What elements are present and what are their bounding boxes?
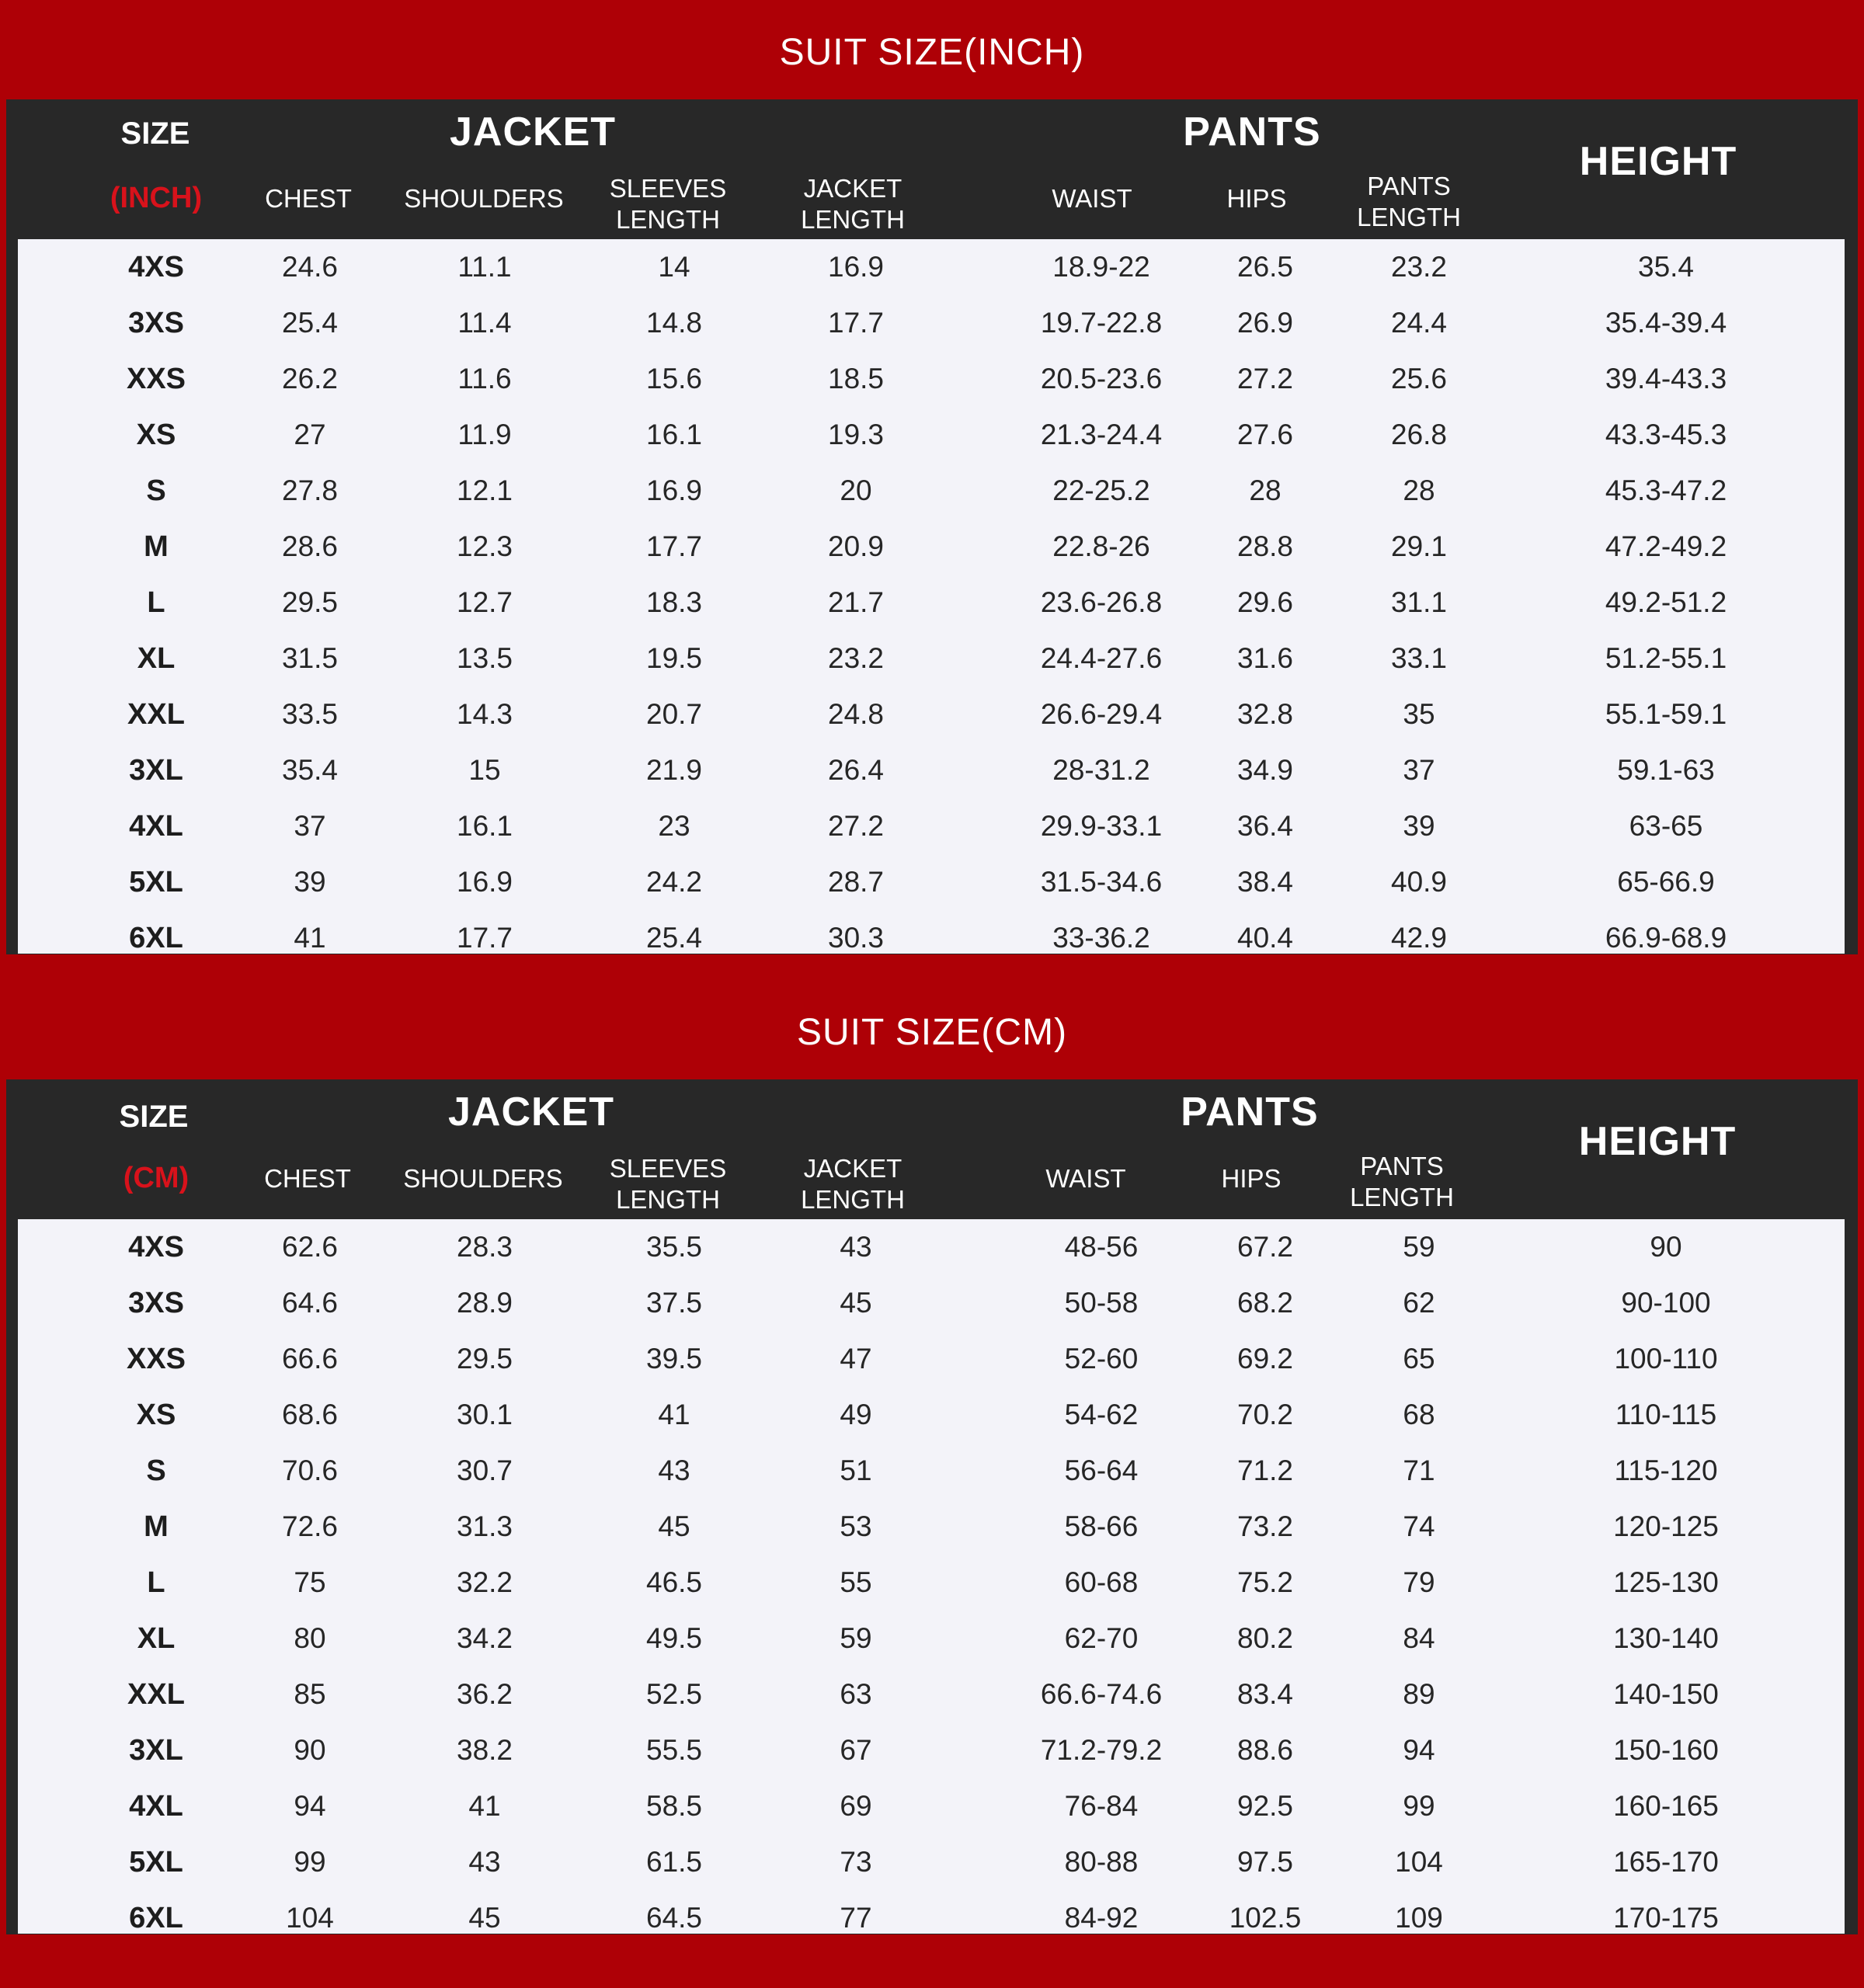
chest-cell: 70.6 xyxy=(281,1455,339,1486)
waist-cell: 62-70 xyxy=(1064,1622,1139,1654)
height-cell: 65-66.9 xyxy=(1617,866,1715,898)
waist-cell: 58-66 xyxy=(1064,1510,1139,1542)
pants-length-cell: 84 xyxy=(1403,1622,1435,1654)
waist-cell: 66.6-74.6 xyxy=(1040,1678,1163,1710)
size-cell: XL xyxy=(137,1622,176,1655)
pants-length-cell: 29.1 xyxy=(1390,530,1448,562)
hips-cell: 34.9 xyxy=(1236,754,1294,786)
waist-cell: 23.6-26.8 xyxy=(1040,586,1163,618)
chest-cell: 94 xyxy=(294,1790,326,1822)
shoulders-cell: 13.5 xyxy=(456,642,513,674)
pants-length-cell: 31.1 xyxy=(1390,586,1448,618)
waist-cell: 60-68 xyxy=(1064,1566,1139,1598)
size-table-cm xyxy=(6,1079,1858,1934)
waist-cell: 54-62 xyxy=(1064,1399,1139,1430)
pants-length-cell: 28 xyxy=(1403,474,1435,506)
jacket-length-cell: 23.2 xyxy=(827,642,885,674)
sleeves-length-header: SLEEVES LENGTH xyxy=(609,1154,727,1214)
hips-cell: 67.2 xyxy=(1236,1231,1294,1263)
size-header: SIZE xyxy=(119,1100,189,1134)
height-cell: 59.1-63 xyxy=(1617,754,1715,786)
table-row xyxy=(18,1555,1845,1611)
jacket-length-cell: 77 xyxy=(840,1902,872,1934)
unit-header: (INCH) xyxy=(110,182,203,214)
hips-cell: 28.8 xyxy=(1236,530,1294,562)
height-cell: 43.3-45.3 xyxy=(1605,419,1727,450)
shoulders-cell: 12.7 xyxy=(456,586,513,618)
size-cell: 4XS xyxy=(128,1231,184,1263)
waist-cell: 28-31.2 xyxy=(1052,754,1150,786)
hips-cell: 70.2 xyxy=(1236,1399,1294,1430)
unit-header: (CM) xyxy=(123,1162,190,1194)
pants-length-cell: 68 xyxy=(1403,1399,1435,1430)
shoulders-cell: 32.2 xyxy=(456,1566,513,1598)
chest-cell: 75 xyxy=(294,1566,326,1598)
sleeves-length-cell: 61.5 xyxy=(645,1846,703,1878)
shoulders-cell: 31.3 xyxy=(456,1510,513,1542)
hips-header: HIPS xyxy=(1221,1164,1282,1193)
pants-length-cell: 23.2 xyxy=(1390,251,1448,283)
sleeves-length-cell: 14 xyxy=(658,251,690,283)
height-cell: 115-120 xyxy=(1614,1455,1718,1486)
pants-length-cell: 74 xyxy=(1403,1510,1435,1542)
sleeves-length-cell: 41 xyxy=(658,1399,690,1430)
size-cell: 3XL xyxy=(129,754,183,787)
chest-header: CHEST xyxy=(265,184,352,213)
table-row xyxy=(18,351,1845,407)
height-cell: 49.2-51.2 xyxy=(1605,586,1727,618)
shoulders-cell: 28.9 xyxy=(456,1287,513,1319)
jacket-length-cell: 27.2 xyxy=(827,810,885,842)
size-cell: XS xyxy=(136,1399,176,1431)
size-cell: XXL xyxy=(127,698,185,731)
height-cell: 100-110 xyxy=(1614,1343,1718,1375)
table-row xyxy=(18,686,1845,742)
shoulders-cell: 16.9 xyxy=(456,866,513,898)
hips-cell: 71.2 xyxy=(1236,1455,1294,1486)
sleeves-length-header: SLEEVES LENGTH xyxy=(609,174,727,234)
sleeves-length-cell: 14.8 xyxy=(645,307,703,339)
chest-cell: 26.2 xyxy=(281,363,339,394)
pants-length-header: PANTS LENGTH xyxy=(1357,172,1461,231)
hips-cell: 75.2 xyxy=(1236,1566,1294,1598)
pants-length-cell: 79 xyxy=(1403,1566,1435,1598)
chest-cell: 99 xyxy=(294,1846,326,1878)
hips-cell: 88.6 xyxy=(1236,1734,1294,1766)
jacket-length-cell: 43 xyxy=(840,1231,872,1263)
hips-cell: 40.4 xyxy=(1236,922,1294,954)
jacket-length-cell: 20 xyxy=(840,474,872,506)
jacket-length-cell: 73 xyxy=(840,1846,872,1878)
chest-cell: 104 xyxy=(286,1902,334,1934)
hips-cell: 32.8 xyxy=(1236,698,1294,730)
hips-cell: 26.9 xyxy=(1236,307,1294,339)
pants-length-cell: 26.8 xyxy=(1390,419,1448,450)
chest-cell: 85 xyxy=(294,1678,326,1710)
waist-cell: 50-58 xyxy=(1064,1287,1139,1319)
shoulders-cell: 30.1 xyxy=(456,1399,513,1430)
chest-cell: 41 xyxy=(294,922,326,954)
height-cell: 110-115 xyxy=(1615,1399,1717,1430)
jacket-length-cell: 18.5 xyxy=(827,363,885,394)
shoulders-cell: 11.4 xyxy=(457,307,512,339)
shoulders-cell: 43 xyxy=(468,1846,501,1878)
table-body xyxy=(18,239,1845,954)
pants-length-cell: 109 xyxy=(1395,1902,1443,1934)
waist-cell: 22-25.2 xyxy=(1052,474,1150,506)
table-row xyxy=(18,295,1845,351)
pants-length-cell: 59 xyxy=(1403,1231,1435,1263)
waist-header: WAIST xyxy=(1045,1164,1126,1193)
chest-cell: 25.4 xyxy=(281,307,339,339)
table-row xyxy=(18,1331,1845,1387)
table-row xyxy=(18,463,1845,519)
size-cell: M xyxy=(144,1510,169,1543)
jacket-length-cell: 49 xyxy=(840,1399,872,1430)
hips-cell: 102.5 xyxy=(1229,1902,1302,1934)
pants-length-cell: 39 xyxy=(1403,810,1435,842)
height-cell: 35.4-39.4 xyxy=(1605,307,1727,339)
shoulders-cell: 28.3 xyxy=(456,1231,513,1263)
waist-cell: 71.2-79.2 xyxy=(1040,1734,1163,1766)
size-cell: L xyxy=(147,1566,165,1599)
chest-cell: 72.6 xyxy=(281,1510,339,1542)
size-cell: XS xyxy=(136,419,176,451)
pants-length-cell: 24.4 xyxy=(1390,307,1448,339)
shoulders-cell: 45 xyxy=(468,1902,501,1934)
size-table-inch xyxy=(6,99,1858,954)
section-title-cm: SUIT SIZE(CM) xyxy=(796,1012,1068,1053)
jacket-length-cell: 24.8 xyxy=(827,698,885,730)
table-row xyxy=(18,1611,1845,1667)
table-header xyxy=(6,1079,1858,1219)
chest-cell: 35.4 xyxy=(281,754,339,786)
hips-cell: 31.6 xyxy=(1236,642,1294,674)
table-row xyxy=(18,854,1845,910)
waist-cell: 76-84 xyxy=(1064,1790,1139,1822)
sleeves-length-cell: 25.4 xyxy=(645,922,703,954)
pants-length-cell: 35 xyxy=(1403,698,1435,730)
chest-cell: 28.6 xyxy=(281,530,339,562)
pants-group-header: PANTS xyxy=(1183,109,1321,155)
pants-length-header: PANTS LENGTH xyxy=(1350,1152,1454,1211)
sleeves-length-cell: 55.5 xyxy=(645,1734,703,1766)
shoulders-cell: 12.1 xyxy=(456,474,513,506)
hips-cell: 68.2 xyxy=(1236,1287,1294,1319)
jacket-length-cell: 30.3 xyxy=(827,922,885,954)
chest-cell: 27.8 xyxy=(281,474,339,506)
shoulders-cell: 11.9 xyxy=(457,419,512,450)
hips-cell: 27.6 xyxy=(1236,419,1294,450)
jacket-length-cell: 47 xyxy=(840,1343,872,1375)
waist-cell: 22.8-26 xyxy=(1052,530,1150,562)
height-cell: 66.9-68.9 xyxy=(1605,922,1727,954)
sleeves-length-cell: 18.3 xyxy=(645,586,703,618)
hips-cell: 29.6 xyxy=(1236,586,1294,618)
chest-cell: 33.5 xyxy=(281,698,339,730)
waist-cell: 33-36.2 xyxy=(1052,922,1150,954)
table-row xyxy=(18,910,1845,966)
pants-length-cell: 94 xyxy=(1403,1734,1435,1766)
table-row xyxy=(18,575,1845,631)
shoulders-cell: 29.5 xyxy=(456,1343,513,1375)
waist-cell: 80-88 xyxy=(1064,1846,1139,1878)
waist-cell: 18.9-22 xyxy=(1052,251,1150,283)
chest-cell: 62.6 xyxy=(281,1231,339,1263)
waist-cell: 24.4-27.6 xyxy=(1040,642,1163,674)
chest-cell: 90 xyxy=(294,1734,326,1766)
height-cell: 55.1-59.1 xyxy=(1605,698,1727,730)
pants-length-cell: 65 xyxy=(1403,1343,1435,1375)
height-cell: 150-160 xyxy=(1613,1734,1719,1766)
hips-cell: 38.4 xyxy=(1236,866,1294,898)
sleeves-length-cell: 24.2 xyxy=(645,866,703,898)
table-body xyxy=(18,1219,1845,1934)
table-row xyxy=(18,519,1845,575)
chest-cell: 68.6 xyxy=(281,1399,339,1430)
table-row xyxy=(18,631,1845,686)
chest-cell: 29.5 xyxy=(281,586,339,618)
jacket-length-cell: 63 xyxy=(840,1678,872,1710)
size-cell: 6XL xyxy=(129,922,183,954)
chest-header: CHEST xyxy=(264,1164,351,1193)
jacket-length-cell: 17.7 xyxy=(827,307,885,339)
jacket-length-header: JACKET LENGTH xyxy=(801,1154,905,1214)
jacket-length-cell: 67 xyxy=(840,1734,872,1766)
hips-header: HIPS xyxy=(1226,184,1287,213)
pants-length-cell: 104 xyxy=(1395,1846,1443,1878)
shoulders-cell: 17.7 xyxy=(456,922,513,954)
height-cell: 125-130 xyxy=(1613,1566,1719,1598)
sleeves-length-cell: 45 xyxy=(658,1510,690,1542)
height-cell: 39.4-43.3 xyxy=(1605,363,1727,394)
pants-length-cell: 33.1 xyxy=(1390,642,1448,674)
jacket-group-header: JACKET xyxy=(449,109,617,155)
shoulders-header: SHOULDERS xyxy=(404,184,564,213)
size-cell: S xyxy=(146,1455,166,1487)
chest-cell: 27 xyxy=(294,419,326,450)
waist-cell: 31.5-34.6 xyxy=(1040,866,1163,898)
height-cell: 160-165 xyxy=(1613,1790,1719,1822)
sleeves-length-cell: 16.1 xyxy=(645,419,703,450)
height-cell: 165-170 xyxy=(1613,1846,1719,1878)
pants-length-cell: 25.6 xyxy=(1390,363,1448,394)
jacket-length-cell: 69 xyxy=(840,1790,872,1822)
height-cell: 90-100 xyxy=(1621,1287,1711,1319)
height-cell: 47.2-49.2 xyxy=(1605,530,1727,562)
size-cell: 6XL xyxy=(129,1902,183,1934)
shoulders-cell: 11.1 xyxy=(457,251,512,283)
size-cell: 3XS xyxy=(128,307,184,339)
table-row xyxy=(18,1443,1845,1499)
chest-cell: 64.6 xyxy=(281,1287,339,1319)
table-row xyxy=(18,798,1845,854)
size-cell: L xyxy=(147,586,165,619)
hips-cell: 28 xyxy=(1249,474,1282,506)
shoulders-cell: 16.1 xyxy=(456,810,513,842)
table-header xyxy=(6,99,1858,239)
size-cell: 5XL xyxy=(129,866,183,898)
sleeves-length-cell: 21.9 xyxy=(645,754,703,786)
jacket-length-cell: 53 xyxy=(840,1510,872,1542)
waist-cell: 84-92 xyxy=(1064,1902,1139,1934)
jacket-group-header: JACKET xyxy=(447,1090,615,1135)
sleeves-length-cell: 23 xyxy=(658,810,690,842)
shoulders-cell: 30.7 xyxy=(456,1455,513,1486)
waist-cell: 29.9-33.1 xyxy=(1040,810,1163,842)
sleeves-length-cell: 46.5 xyxy=(645,1566,703,1598)
size-cell: 3XS xyxy=(128,1287,184,1319)
table-row xyxy=(18,1778,1845,1834)
shoulders-cell: 41 xyxy=(468,1790,501,1822)
size-cell: 5XL xyxy=(129,1846,183,1879)
size-cell: M xyxy=(144,530,169,563)
jacket-length-cell: 19.3 xyxy=(827,419,885,450)
size-cell: 4XS xyxy=(128,251,184,283)
waist-cell: 21.3-24.4 xyxy=(1040,419,1163,450)
section-title-inch: SUIT SIZE(INCH) xyxy=(779,32,1085,73)
sleeves-length-cell: 58.5 xyxy=(645,1790,703,1822)
pants-length-cell: 89 xyxy=(1403,1678,1435,1710)
height-cell: 90 xyxy=(1650,1231,1682,1263)
sleeves-length-cell: 15.6 xyxy=(645,363,703,394)
height-cell: 170-175 xyxy=(1613,1902,1719,1934)
jacket-length-cell: 20.9 xyxy=(827,530,885,562)
pants-length-cell: 62 xyxy=(1403,1287,1435,1319)
size-cell: XXS xyxy=(126,1343,186,1375)
size-header: SIZE xyxy=(120,116,190,151)
shoulders-cell: 34.2 xyxy=(456,1622,513,1654)
height-cell: 35.4 xyxy=(1637,251,1695,283)
waist-cell: 52-60 xyxy=(1064,1343,1139,1375)
size-cell: 4XL xyxy=(129,810,183,843)
waist-cell: 19.7-22.8 xyxy=(1040,307,1163,339)
size-cell: XL xyxy=(137,642,176,675)
sleeves-length-cell: 16.9 xyxy=(645,474,703,506)
table-row xyxy=(18,1275,1845,1331)
chest-cell: 39 xyxy=(294,866,326,898)
shoulders-cell: 14.3 xyxy=(456,698,513,730)
table-row xyxy=(18,1722,1845,1778)
shoulders-cell: 15 xyxy=(468,754,501,786)
shoulders-cell: 36.2 xyxy=(456,1678,513,1710)
chest-cell: 31.5 xyxy=(281,642,339,674)
sleeves-length-cell: 35.5 xyxy=(645,1231,703,1263)
table-row xyxy=(18,1890,1845,1946)
table-row xyxy=(18,1219,1845,1275)
size-cell: S xyxy=(146,474,166,507)
height-cell: 120-125 xyxy=(1613,1510,1719,1542)
waist-cell: 48-56 xyxy=(1064,1231,1139,1263)
hips-cell: 80.2 xyxy=(1236,1622,1294,1654)
sleeves-length-cell: 17.7 xyxy=(645,530,703,562)
pants-group-header: PANTS xyxy=(1181,1090,1319,1135)
pants-length-cell: 37 xyxy=(1403,754,1435,786)
sleeves-length-cell: 52.5 xyxy=(645,1678,703,1710)
table-row xyxy=(18,239,1845,295)
jacket-length-cell: 51 xyxy=(840,1455,872,1486)
hips-cell: 36.4 xyxy=(1236,810,1294,842)
sleeves-length-cell: 64.5 xyxy=(645,1902,703,1934)
height-cell: 140-150 xyxy=(1613,1678,1719,1710)
sleeves-length-cell: 39.5 xyxy=(645,1343,703,1375)
hips-cell: 69.2 xyxy=(1236,1343,1294,1375)
chest-cell: 24.6 xyxy=(281,251,339,283)
waist-header: WAIST xyxy=(1052,184,1132,213)
height-cell: 130-140 xyxy=(1613,1622,1719,1654)
hips-cell: 92.5 xyxy=(1236,1790,1294,1822)
sleeves-length-cell: 49.5 xyxy=(645,1622,703,1654)
jacket-length-cell: 59 xyxy=(840,1622,872,1654)
chest-cell: 80 xyxy=(294,1622,326,1654)
hips-cell: 97.5 xyxy=(1236,1846,1294,1878)
jacket-length-cell: 21.7 xyxy=(827,586,885,618)
hips-cell: 83.4 xyxy=(1236,1678,1294,1710)
table-row xyxy=(18,407,1845,463)
pants-length-cell: 71 xyxy=(1403,1455,1435,1486)
sleeves-length-cell: 19.5 xyxy=(645,642,703,674)
pants-length-cell: 42.9 xyxy=(1390,922,1448,954)
shoulders-cell: 11.6 xyxy=(457,363,512,394)
table-row xyxy=(18,1387,1845,1443)
height-cell: 63-65 xyxy=(1629,810,1703,842)
table-row xyxy=(18,1667,1845,1722)
height-header: HEIGHT xyxy=(1579,139,1737,184)
hips-cell: 27.2 xyxy=(1236,363,1294,394)
waist-cell: 20.5-23.6 xyxy=(1040,363,1163,394)
jacket-length-cell: 55 xyxy=(840,1566,872,1598)
jacket-length-cell: 45 xyxy=(840,1287,872,1319)
height-cell: 51.2-55.1 xyxy=(1605,642,1727,674)
size-cell: 4XL xyxy=(129,1790,183,1823)
jacket-length-cell: 26.4 xyxy=(827,754,885,786)
height-header: HEIGHT xyxy=(1578,1119,1737,1164)
waist-cell: 26.6-29.4 xyxy=(1040,698,1163,730)
table-row xyxy=(18,742,1845,798)
height-cell: 45.3-47.2 xyxy=(1605,474,1727,506)
table-row xyxy=(18,1499,1845,1555)
jacket-length-cell: 28.7 xyxy=(827,866,885,898)
size-cell: XXS xyxy=(126,363,186,395)
sleeves-length-cell: 43 xyxy=(658,1455,690,1486)
jacket-length-header: JACKET LENGTH xyxy=(801,174,905,234)
shoulders-cell: 38.2 xyxy=(456,1734,513,1766)
table-row xyxy=(18,1834,1845,1890)
hips-cell: 73.2 xyxy=(1236,1510,1294,1542)
waist-cell: 56-64 xyxy=(1064,1455,1139,1486)
size-cell: XXL xyxy=(127,1678,185,1711)
pants-length-cell: 40.9 xyxy=(1390,866,1448,898)
size-cell: 3XL xyxy=(129,1734,183,1767)
sleeves-length-cell: 37.5 xyxy=(645,1287,703,1319)
shoulders-header: SHOULDERS xyxy=(403,1164,563,1193)
chest-cell: 37 xyxy=(294,810,326,842)
jacket-length-cell: 16.9 xyxy=(827,251,885,283)
pants-length-cell: 99 xyxy=(1403,1790,1435,1822)
chest-cell: 66.6 xyxy=(281,1343,339,1375)
shoulders-cell: 12.3 xyxy=(456,530,513,562)
sleeves-length-cell: 20.7 xyxy=(645,698,703,730)
hips-cell: 26.5 xyxy=(1236,251,1294,283)
